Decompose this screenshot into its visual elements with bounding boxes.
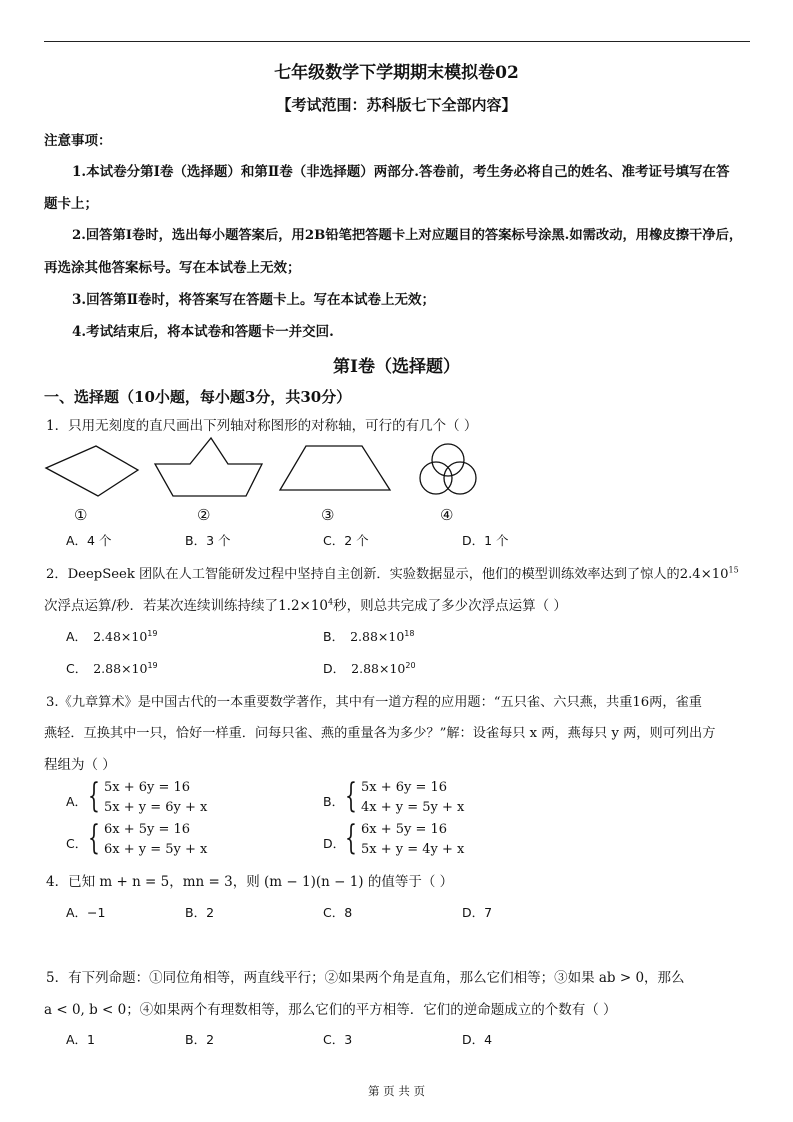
notice-item1-line1: 1.本试卷分第Ⅰ卷（选择题）和第Ⅱ卷（非选择题）两部分.答卷前，考生务必将自己的姓名、准考证号填写在答 (72, 164, 730, 180)
q4-stem: 4．已知 m + n = 5，mn = 3，则 (m − 1)(n − 1) 的值等于（ ） (46, 874, 454, 890)
q3-option-c-brace: { (88, 818, 100, 858)
q1-figures (40, 434, 500, 506)
q3-option-a-system: 5x + 6y = 16 5x + y = 6y + x (104, 780, 208, 815)
q2-line2 (44, 594, 567, 614)
part-title: 一、选择题（10小题，每小题3分，共30分） (44, 388, 352, 406)
q2-option-c: C． $2.88\times 10^{19}$ (66, 660, 158, 676)
q1-option-c: C．2 个 (323, 533, 369, 548)
q2-line1 (46, 563, 739, 582)
q3-option-c-label: C． (66, 836, 88, 851)
q3-option-b-brace: { (345, 776, 357, 816)
figure-label-3: ③ (321, 506, 335, 524)
q2-line2-b: 秒，则总共完成了多少次浮点运算（ ） (333, 598, 567, 614)
q2-time-exp: 4 (328, 597, 334, 607)
top-rule (44, 41, 750, 42)
q1-option-a: A．4 个 (66, 533, 112, 548)
q5-line1: 5．有下列命题：①同位角相等，两直线平行；②如果两个角是直角，那么它们相等；③如果 ab > 0，那么 (46, 970, 685, 986)
q5-line2: a < 0, b < 0；④如果两个有理数相等，那么它们的平方相等．它们的逆命题成立的个数有（ ） (44, 1002, 617, 1018)
figure-label-1: ① (74, 506, 88, 524)
q4-option-c: C．8 (323, 905, 353, 920)
q1-option-d: D．1 个 (462, 533, 509, 548)
q3-option-d-system: 6x + 5y = 16 5x + y = 4y + x (361, 822, 465, 857)
kite-figure (46, 446, 138, 496)
exam-scope: 【考试范围：苏科版七下全部内容】 (276, 96, 517, 114)
q3-option-b-system: 5x + 6y = 16 4x + y = 5y + x (361, 780, 465, 815)
q2-option-b: B． $2.88\times 10^{18}$ (323, 628, 415, 644)
trefoil-figure (420, 444, 476, 494)
q5-option-c: C．3 (323, 1032, 353, 1047)
notice-item3: 3.回答第Ⅱ卷时，将答案写在答题卡上。写在本试卷上无效； (72, 292, 435, 308)
q2-line1-text: 2．DeepSeek 团队在人工智能研发过程中坚持自主创新．实验数据显示，他们的模型训练效率达到了惊人的 (46, 567, 680, 582)
q2-line2-a: 次浮点运算/秒．若某次连续训练持续了 (44, 598, 279, 614)
figure-label-2: ② (197, 506, 211, 524)
notice-item2-line1: 2.回答第Ⅰ卷时，选出每小题答案后，用2B铅笔把答题卡上对应题目的答案标号涂黑.如需改动，用橡皮擦干净后， (72, 228, 743, 243)
q3-option-d-brace: { (345, 818, 357, 858)
q1-stem: 1．只用无刻度的直尺画出下列轴对称图形的对称轴，可行的有几个（ ） (46, 418, 478, 434)
exam-title: 七年级数学下学期期末模拟卷02 (274, 63, 519, 83)
q2-time-base: 1.2×10 (278, 598, 329, 614)
q2-rate-base: 2.4×10 (679, 567, 729, 582)
q2-option-a: A． $2.48\times 10^{19}$ (66, 628, 158, 644)
q3-line1: 3.《九章算术》是中国古代的一本重要数学著作，其中有一道方程的应用题：“五只雀、六只燕，共重16两，雀重 (46, 695, 702, 710)
q2-option-d: D． $2.88\times 10^{20}$ (323, 660, 416, 676)
figure-label-4: ④ (440, 506, 454, 524)
notice-item4: 4.考试结束后，将本试卷和答题卡一并交回. (72, 324, 334, 340)
boat-figure (155, 438, 262, 496)
q5-option-b: B．2 (185, 1032, 215, 1047)
q5-option-a: A．1 (66, 1032, 96, 1047)
q3-option-a-brace: { (88, 776, 100, 816)
q1-option-b: B．3 个 (185, 533, 231, 548)
trapezoid-figure (280, 446, 390, 490)
page-footer: 第 页 共 页 (368, 1084, 425, 1098)
q4-option-b: B．2 (185, 905, 215, 920)
section-title: 第Ⅰ卷（选择题） (333, 357, 460, 377)
q4-option-d: D．7 (462, 905, 493, 920)
notice-item2-line2: 再选涂其他答案标号。写在本试卷上无效； (44, 260, 301, 276)
notice-item1-line2: 题卡上； (44, 196, 98, 212)
q3-option-d-label: D． (323, 836, 346, 851)
q2-rate-exp: 15 (728, 565, 739, 575)
q3-option-b-label: B． (323, 794, 345, 809)
notice-heading: 注意事项： (44, 133, 112, 149)
q3-line3: 程组为（ ） (44, 757, 116, 773)
q3-option-c-system: 6x + 5y = 16 6x + y = 5y + x (104, 822, 208, 857)
q5-option-d: D．4 (462, 1032, 493, 1047)
q4-option-a: A．−1 (66, 905, 106, 920)
q3-line2: 燕轻．互换其中一只，恰好一样重．问每只雀、燕的重量各为多少？”解：设雀每只 x 两，燕每只 y 两，则可列出方 (44, 726, 716, 741)
q3-option-a-label: A． (66, 794, 88, 809)
